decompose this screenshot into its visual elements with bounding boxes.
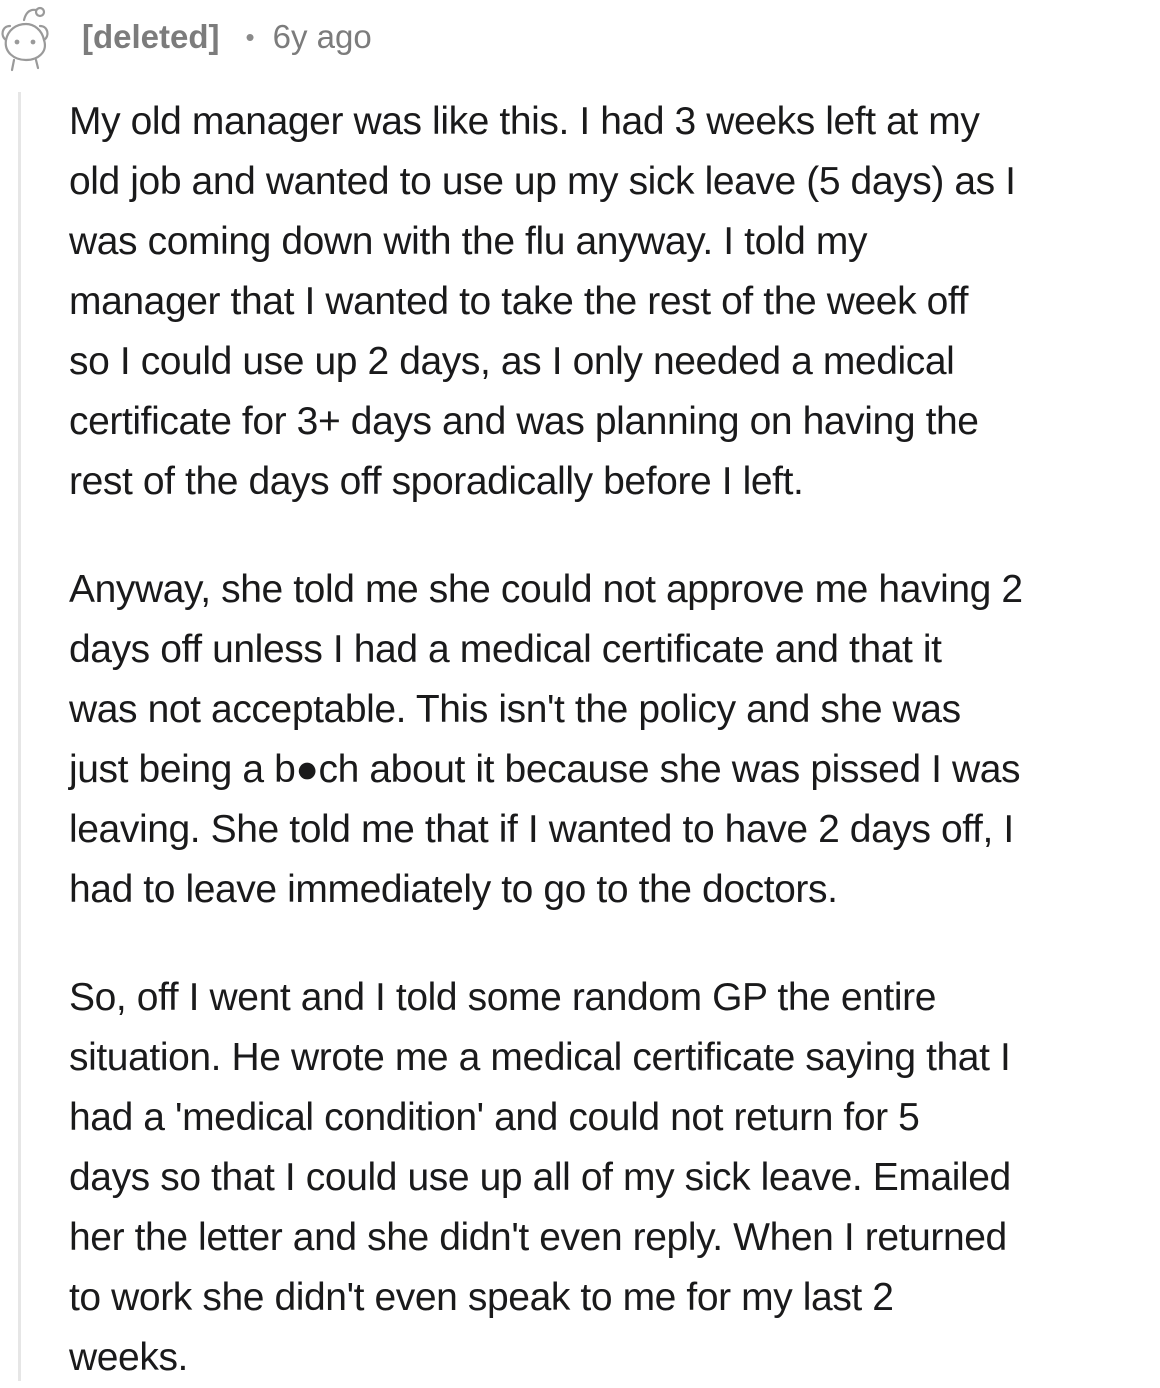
comment-timestamp[interactable]: 6y ago (272, 18, 372, 55)
comment-text-line: weeks. (69, 1336, 188, 1379)
meta-separator: • (245, 21, 255, 52)
comment-text-line: had to leave immediately to go to the doctors. (69, 868, 838, 911)
comment-text-line: certificate for 3+ days and was planning on having the (69, 400, 979, 443)
comment-text-line: had a 'medical condition' and could not return for 5 (69, 1096, 920, 1139)
comment-text-line: Anyway, she told me she could not approve me having 2 (69, 568, 1023, 611)
comment-author[interactable]: [deleted] (82, 18, 220, 55)
comment-text-line: My old manager was like this. I had 3 weeks left at my (69, 100, 980, 143)
comment-paragraph (69, 92, 1157, 512)
comment-text-line: was not acceptable. This isn't the policy and she was (69, 688, 961, 731)
comment-text-line: old job and wanted to use up my sick leave (5 days) as I (69, 160, 1016, 203)
comment-text-line: to work she didn't even speak to me for my last 2 (69, 1276, 894, 1319)
comment-text-line: days so that I could use up all of my sick leave. Emailed (69, 1156, 1011, 1199)
comment-text-line: just being a b●ch about it because she was pissed I was (69, 748, 1021, 791)
comment-text-line: so I could use up 2 days, as I only needed a medical (69, 340, 955, 383)
comment-text-line: leaving. She told me that if I wanted to have 2 days off, I (69, 808, 1014, 851)
comment-text-line: her the letter and she didn't even reply. When I returned (69, 1216, 1007, 1259)
comment-paragraph (69, 968, 1157, 1388)
snoo-avatar-icon[interactable] (0, 4, 52, 72)
comment-header (82, 12, 372, 62)
comment-text-line: rest of the days off sporadically before I left. (69, 460, 804, 503)
comment-text-line: situation. He wrote me a medical certificate saying that I (69, 1036, 1011, 1079)
comment-text-line: So, off I went and I told some random GP the entire (69, 976, 937, 1019)
comment-paragraph (69, 560, 1157, 920)
thread-line[interactable] (18, 92, 21, 1381)
comment-text-line: days off unless I had a medical certificate and that it (69, 628, 942, 671)
comment-text-line: was coming down with the flu anyway. I told my (69, 220, 868, 263)
comment-text-line: manager that I wanted to take the rest of the week off (69, 280, 969, 323)
comment-body (69, 92, 1157, 1388)
